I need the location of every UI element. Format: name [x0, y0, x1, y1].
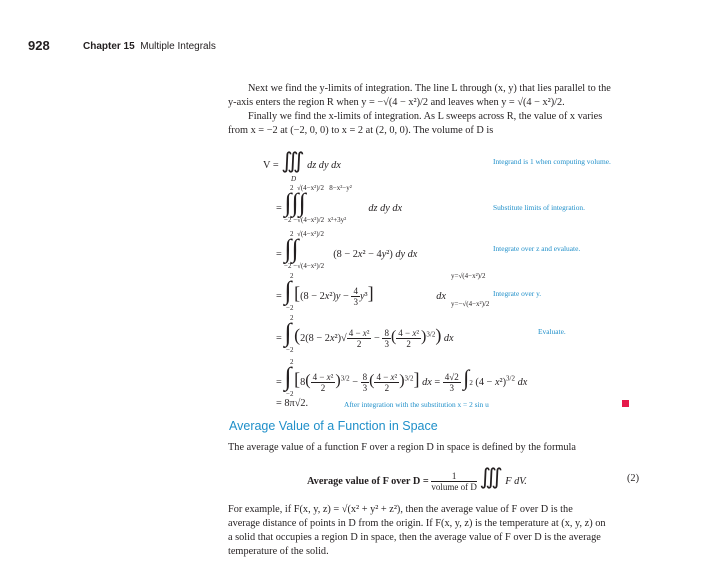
eq1-lhs: V = — [263, 160, 279, 171]
chapter-label: Chapter 15 — [83, 41, 135, 52]
section-body-2: average distance of points in D from the origin. If F(x, y, z) is the temperature at (x, y, z) on — [228, 518, 606, 529]
intro-line-1: Next we find the y-limits of integration. The line L through (x, y) that lies parallel to the — [248, 83, 611, 94]
equation-3: = ∫∫ 2 √(4−x²)/2 −2 −√(4−x²)/2 (8 − 2x² − 4y²) dy dx — [276, 230, 418, 270]
formula-label: Average value of F over D = — [307, 476, 429, 487]
eq7-result: 8π√2. — [284, 398, 309, 409]
eq1-note: Integrand is 1 when computing volume. — [493, 157, 611, 166]
section-body-3: a solid that occupies a region D in space, then the average value of F over D is the average — [228, 532, 601, 543]
section-intro: The average value of a function F over a region D in space is defined by the formula — [228, 442, 576, 453]
formula-numerator: 1 — [431, 471, 477, 482]
formula-tail: F dV. — [505, 476, 527, 487]
equation-6: = ∫ 2 −2 [8( $\frac{\text{4 − x²}}{2}$ )$^{3/2}$ − $\frac{8}{3}$ ( $\frac{\text{4 − x²}}{2}$ )$^{3/2}$] dx = $\frac{4√2}{3}$ ∫2 $(4 - x^2)^{3/2}$ dx — [276, 358, 528, 398]
intro-line-3: Finally we find the x-limits of integration. As L sweeps across R, the value of x varies — [248, 111, 603, 122]
page-number: 928 — [28, 38, 50, 53]
equation-7 — [276, 398, 308, 409]
triple-integral-icon: ∭ — [281, 148, 305, 173]
equation-5: = ∫ 2 −2 (2(8 − 2x²)√ $\frac{\text{4 − x²}}{2}$ − $\frac{8}{3}$ ( $\frac{\text{4 − x²}}{2}$ )$^{3/2}$) dx — [276, 314, 454, 354]
eq1-integrand: dz dy dx — [307, 160, 341, 171]
eq3-note: Integrate over z and evaluate. — [493, 244, 581, 253]
average-value-formula — [307, 466, 527, 492]
eq2-note: Substitute limits of integration. — [493, 203, 585, 212]
chapter-header — [83, 41, 216, 52]
section-body-4: temperature of the solid. — [228, 546, 329, 557]
equation-1: V = ∭ D dz dy dx — [263, 148, 341, 183]
eq7-note: After integration with the substitution x = 2 sin u — [344, 400, 489, 409]
eq7-lhs: = — [276, 398, 282, 409]
eq5-note: Evaluate. — [538, 327, 566, 336]
triple-integral-icon-2: ∭ — [479, 464, 503, 489]
equation-2: = ∫∫∫ 2 √(4−x²)/2 8−x²−y² −2 −√(4−x²)/2 x²+3y² dz dy dx — [276, 184, 403, 224]
intro-line-2: y-axis enters the region R when y = −√(4 − x²)/2 and leaves when y = √(4 − x²)/2. — [228, 97, 565, 108]
section-body-1: For example, if F(x, y, z) = √(x² + y² + z²), then the average value of F over D is the — [228, 504, 573, 515]
formula-denominator: volume of D — [431, 482, 477, 493]
intro-line-4: from x = −2 at (−2, 0, 0) to x = 2 at (2, 0, 0). The volume of D is — [228, 125, 494, 136]
chapter-title: Multiple Integrals — [140, 41, 216, 52]
eq4-note: Integrate over y. — [493, 289, 542, 298]
section-title: Average Value of a Function in Space — [229, 419, 438, 433]
end-of-example-marker — [622, 400, 629, 407]
equation-number: (2) — [627, 473, 640, 484]
equation-4: = ∫ 2 −2 [(8 − 2x²)y − $\frac{4}{3}$ y³] y=√(4−x²)/2 y=−√(4−x²)/2 dx — [276, 272, 490, 312]
